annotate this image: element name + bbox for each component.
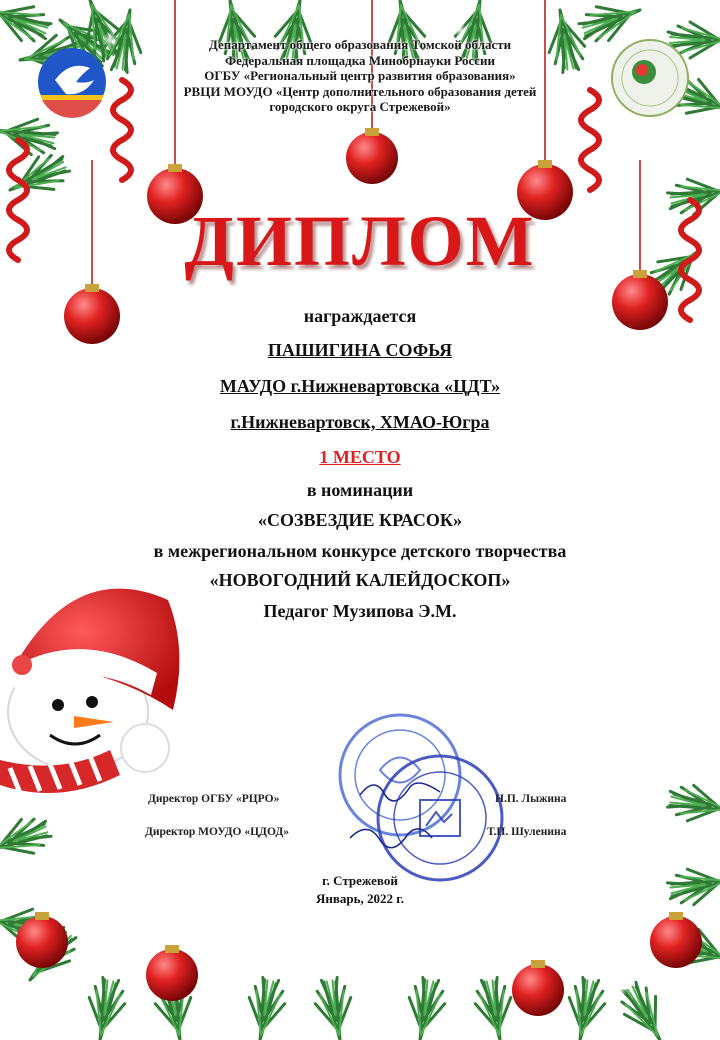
regional-center-logo — [612, 40, 688, 116]
issuing-organizations — [150, 37, 570, 115]
nomination-name: «СОЗВЕЗДИЕ КРАСОК» — [258, 510, 462, 530]
place-award: 1 МЕСТО — [319, 447, 401, 467]
nomination-intro: в номинации — [306, 480, 414, 500]
stamp-seal — [340, 715, 460, 835]
recipient-organization: МАУДО г.Нижневартовска «ЦДТ» — [219, 376, 501, 396]
issue-date: Январь, 2022 г. — [316, 891, 404, 906]
ornament-ball — [512, 960, 564, 1016]
signature-title-cdod: Директор МОУДО «ЦДОД» — [145, 826, 289, 838]
ornament-ball — [650, 912, 702, 968]
teacher-name: Педагог Музипова Э.М. — [263, 601, 457, 621]
ornament-ball — [146, 945, 198, 1001]
ornament-ball — [346, 128, 398, 184]
issue-city: г. Стрежевой — [322, 873, 398, 888]
header-line: городского округа Стрежевой» — [269, 99, 451, 114]
signature-name-rcro: Н.П. Лыжина — [495, 793, 567, 805]
recipient-name: ПАШИГИНА СОФЬЯ — [267, 340, 453, 360]
dove-logo — [38, 48, 106, 118]
header-line: ОГБУ «Региональный центр развития образования» — [204, 68, 516, 83]
contest-description: в межрегиональном конкурсе детского творчества — [153, 541, 567, 561]
header-line: РВЦИ МОУДО «Центр дополнительного образования детей — [183, 83, 537, 99]
header-line: Федеральная площадка Минобрнауки России — [225, 52, 495, 68]
header-line: Департамент общего образования Томской области — [208, 37, 512, 52]
diploma-title: ДИПЛОМ — [184, 201, 536, 281]
signature — [350, 783, 440, 848]
recipient-city: г.Нижневартовск, ХМАО-Югра — [230, 412, 490, 432]
signature-title-rcro: Директор ОГБУ «РЦРО» — [148, 793, 280, 805]
contest-name: «НОВОГОДНИЙ КАЛЕЙДОСКОП» — [209, 570, 511, 590]
signature-name-cdod: Т.П. Шуленина — [487, 826, 567, 838]
stamp-seal — [378, 756, 502, 880]
awarded-text: награждается — [303, 306, 417, 326]
